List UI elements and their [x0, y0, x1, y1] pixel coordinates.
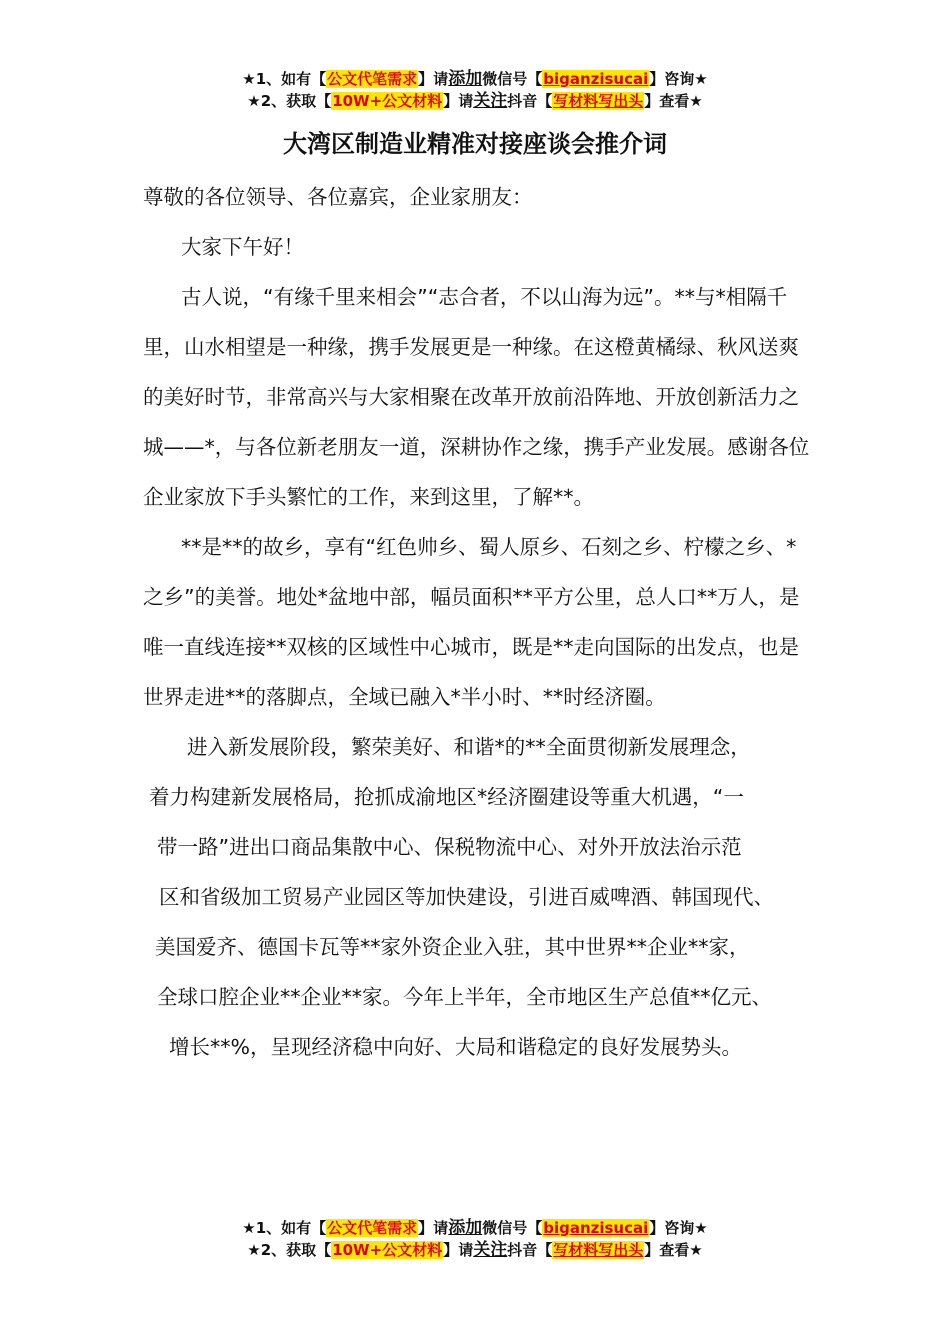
greeting: 大家下午好！	[181, 235, 304, 259]
banner-text: 抖音【	[507, 92, 553, 110]
banner-text: 】咨询	[649, 70, 695, 88]
highlight-wechat-id[interactable]: biganzisucai	[543, 1219, 649, 1237]
banner-line-1	[0, 1217, 950, 1239]
banner-text: 】请	[418, 70, 449, 88]
paragraph-1: 古人说，“有缘千里来相会”“志合者，不以山海为远”。**与*相隔千里，山水相望是一种缘，携手发展更是一种缘。在这橙黄橘绿、秋风送爽的美好时节，非常高兴与大家相聚在改革开放前沿阵地、开放创新活力之城——*，与各位新老朋友一道，深耕协作之缘，携手产业发展。感谢各位企业家放下手头繁忙的工作，来到这里，了解**。	[143, 285, 810, 509]
paragraph-3-line: 美国爱齐、德国卡瓦等**家外资企业入驻，其中世界**企业**家，	[155, 935, 750, 959]
star-icon: ★	[689, 92, 703, 110]
star-icon: ★	[247, 92, 261, 110]
banner-text: 微信号【	[482, 1219, 543, 1237]
banner-text: 2、获取【	[260, 92, 332, 110]
paragraph-3-line: 着力构建新发展格局，抢抓成渝地区*经济圈建设等重大机遇，“一	[149, 785, 744, 809]
banner-text: 微信号【	[482, 70, 543, 88]
paragraph-3	[143, 722, 813, 1072]
star-icon: ★	[242, 1219, 256, 1237]
banner-emphasis: 关注	[473, 1240, 508, 1260]
banner-text: 】查看	[644, 1241, 690, 1259]
highlight-service: 公文代笔需求	[327, 70, 418, 88]
paragraph-3-line: 进入新发展阶段，繁荣美好、和谐*的**全面贯彻新发展理念，	[187, 735, 751, 759]
document-title: 大湾区制造业精准对接座谈会推介词	[283, 130, 667, 158]
banner-emphasis: 添加	[448, 69, 483, 89]
highlight-wechat-id[interactable]: biganzisucai	[543, 70, 649, 88]
banner-line-2	[0, 1239, 950, 1261]
banner-text: 】咨询	[649, 1219, 695, 1237]
highlight-materials: 10W+公文材料	[332, 92, 443, 110]
star-icon: ★	[694, 1219, 708, 1237]
paragraph-3-line: 带一路”进出口商品集散中心、保税物流中心、对外开放法治示范	[157, 835, 742, 859]
document-body	[143, 172, 813, 1072]
banner-text: 】请	[443, 1241, 474, 1259]
highlight-douyin-account[interactable]: 写材料写出头	[553, 92, 644, 110]
paragraph-3-line: 区和省级加工贸易产业园区等加快建设，引进百威啤酒、韩国现代、	[159, 885, 774, 909]
star-icon: ★	[242, 70, 256, 88]
banner-text: 】请	[418, 1219, 449, 1237]
star-icon: ★	[694, 70, 708, 88]
highlight-service: 公文代笔需求	[327, 1219, 418, 1237]
banner-line-2	[0, 90, 950, 112]
star-icon: ★	[689, 1241, 703, 1259]
paragraph-3-line: 全球口腔企业**企业**家。今年上半年，全市地区生产总值**亿元、	[157, 985, 772, 1009]
banner-line-1	[0, 68, 950, 90]
footer-banner	[0, 1217, 950, 1261]
banner-text: 】查看	[644, 92, 690, 110]
highlight-materials: 10W+公文材料	[332, 1241, 443, 1259]
highlight-douyin-account[interactable]: 写材料写出头	[553, 1241, 644, 1259]
banner-emphasis: 关注	[473, 91, 508, 111]
paragraph-2: **是**的故乡，享有“红色帅乡、蜀人原乡、石刻之乡、柠檬之乡、*之乡”的美誉。地处*盆地中部，幅员面积**平方公里，总人口**万人，是唯一直线连接**双核的区域性中心城市，既是**走向国际的出发点，也是世界走进**的落脚点，全域已融入*半小时、**时经济圈。	[143, 535, 800, 709]
banner-text: 2、获取【	[260, 1241, 332, 1259]
banner-text: 1、如有【	[255, 1219, 327, 1237]
banner-text: 】请	[443, 92, 474, 110]
paragraph-3-line: 增长**%，呈现经济稳中向好、大局和谐稳定的良好发展势头。	[169, 1035, 742, 1059]
banner-emphasis: 添加	[448, 1218, 483, 1238]
banner-text: 抖音【	[507, 1241, 553, 1259]
header-banner	[0, 68, 950, 112]
star-icon: ★	[247, 1241, 261, 1259]
banner-text: 1、如有【	[255, 70, 327, 88]
salutation: 尊敬的各位领导、各位嘉宾，企业家朋友：	[143, 185, 533, 209]
